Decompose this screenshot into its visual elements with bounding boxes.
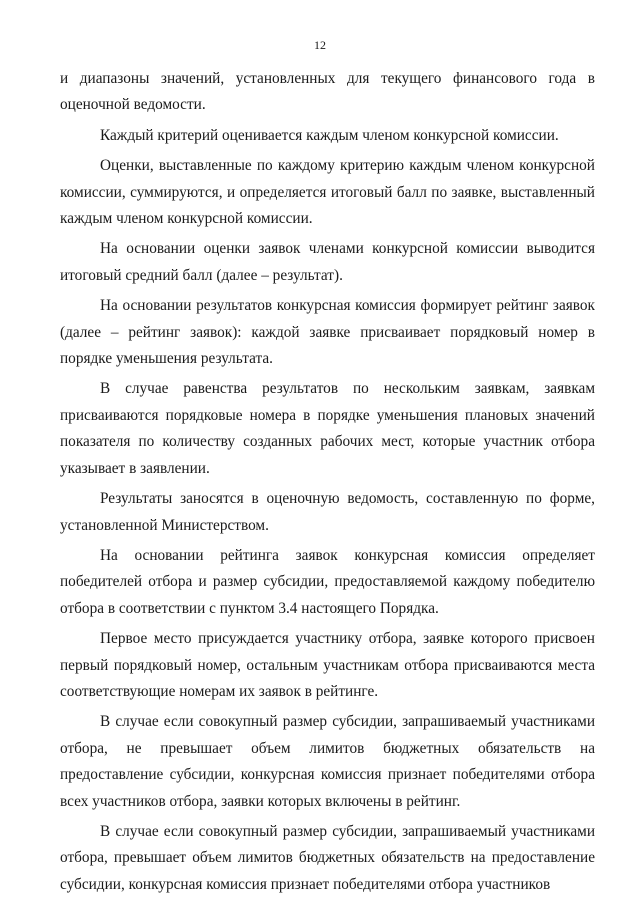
paragraph: На основании результатов конкурсная комиссия формирует рейтинг заявок (далее – рейтинг заявок): каждой заявке присваивает порядковый номер в порядке уменьшения результата. <box>60 297 595 368</box>
paragraph: На основании оценки заявок членами конкурсной комиссии выводится итоговый средний балл (далее – результат). <box>60 240 595 284</box>
paragraph: Результаты заносятся в оценочную ведомость, составленную по форме, установленной Министерством. <box>60 490 595 534</box>
paragraph-continuation: и диапазоны значений, установленных для текущего финансового года в оценочной ведомости. <box>60 70 595 114</box>
paragraph: Оценки, выставленные по каждому критерию каждым членом конкурсной комиссии, суммируются, и определяется итоговый балл по заявке, выставленный каждым членом конкурсной комиссии. <box>60 157 595 228</box>
paragraph: В случае равенства результатов по нескольким заявкам, заявкам присваиваются порядковые номера в порядке уменьшения плановых значений показателя по количеству созданных рабочих мест, которые участник отбора указывает в заявлении. <box>60 380 595 477</box>
paragraph: На основании рейтинга заявок конкурсная комиссия определяет победителей отбора и размер субсидии, предоставляемой каждому победителю отбора в соответствии с пунктом 3.4 настоящего Порядка. <box>60 546 595 617</box>
paragraph: Каждый критерий оценивается каждым членом конкурсной комиссии. <box>100 126 559 144</box>
page-number: 12 <box>314 38 326 52</box>
paragraph: В случае если совокупный размер субсидии, запрашиваемый участниками отбора, превышает объем лимитов бюджетных обязательств на предоставление субсидии, конкурсная комиссия признает победителями отбора участников <box>60 822 595 893</box>
paragraph: В случае если совокупный размер субсидии, запрашиваемый участниками отбора, не превышает объем лимитов бюджетных обязательств на предоставление субсидии, конкурсная комиссия признает победителями отбора всех участников отбора, заявки которых включены в рейтинг. <box>60 713 595 810</box>
document-body <box>60 66 595 902</box>
paragraph: Первое место присуждается участнику отбора, заявке которого присвоен первый порядковый номер, остальным участникам отбора присваиваются места соответствующие номерам их заявок в рейтинге. <box>60 630 595 700</box>
